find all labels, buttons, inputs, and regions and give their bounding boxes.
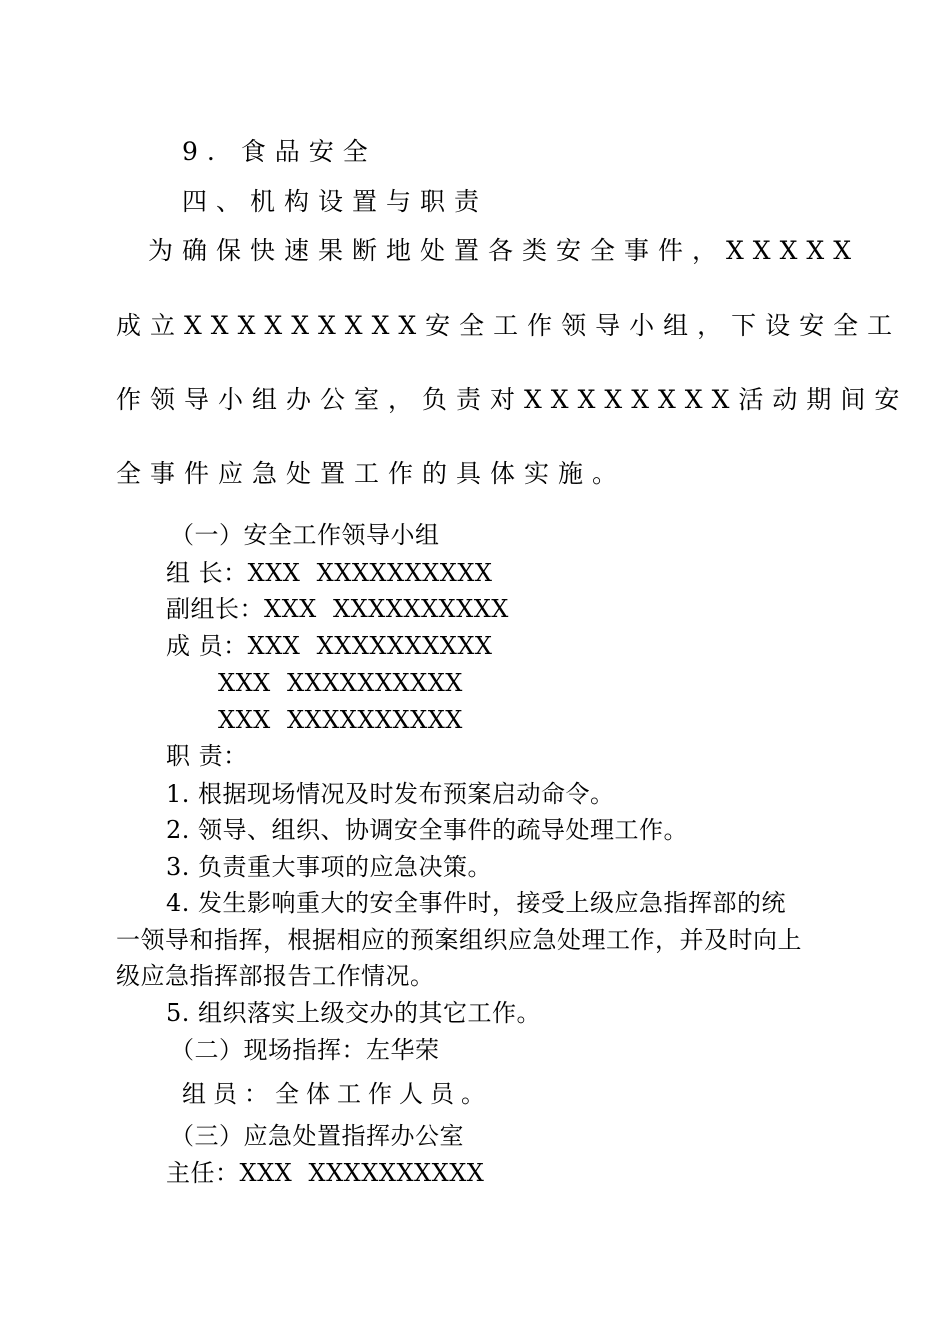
subsection-heading: （三）应急处置指挥办公室 — [170, 1122, 464, 1150]
paragraph-line: 成立XXXXXXXXX安全工作领导小组，下设安全工 — [116, 311, 902, 340]
subsection-heading: （二）现场指挥：左华荣 — [170, 1036, 440, 1064]
duties-label: 职 责： — [166, 742, 248, 770]
duty-item: 级应急指挥部报告工作情况。 — [116, 962, 435, 990]
paragraph-line: 作领导小组办公室，负责对XXXXXXXX活动期间安 — [116, 385, 909, 414]
paragraph-line: 为确保快速果断地处置各类安全事件，XXXXX — [148, 236, 860, 265]
duty-item: 5. 组织落实上级交办的其它工作。 — [166, 999, 542, 1027]
member-line: 成 员：XXX XXXXXXXXXX — [166, 632, 493, 660]
deputy-line: 副组长：XXX XXXXXXXXXX — [166, 595, 509, 623]
duty-item: 4. 发生影响重大的安全事件时，接受上级应急指挥部的统 — [166, 889, 787, 917]
duty-item: 3. 负责重大事项的应急决策。 — [166, 853, 493, 881]
member-line: XXX XXXXXXXXXX — [218, 669, 463, 697]
paragraph-line: 全事件应急处置工作的具体实施。 — [116, 459, 627, 488]
subsection-heading: （一）安全工作领导小组 — [170, 521, 440, 549]
duty-item: 1. 根据现场情况及时发布预案启动命令。 — [166, 780, 615, 808]
member-line: XXX XXXXXXXXXX — [218, 706, 463, 734]
section-heading: 四、机构设置与职责 — [182, 187, 489, 216]
list-item-food-safety: 9. 食品安全 — [182, 137, 377, 166]
members-line: 组员：全体工作人员。 — [182, 1080, 492, 1108]
duty-item: 一领导和指挥，根据相应的预案组织应急处理工作，并及时向上 — [116, 926, 802, 954]
duty-item: 2. 领导、组织、协调安全事件的疏导处理工作。 — [166, 816, 689, 844]
director-line: 主任：XXX XXXXXXXXXX — [166, 1159, 485, 1187]
leader-line: 组 长：XXX XXXXXXXXXX — [166, 559, 493, 587]
